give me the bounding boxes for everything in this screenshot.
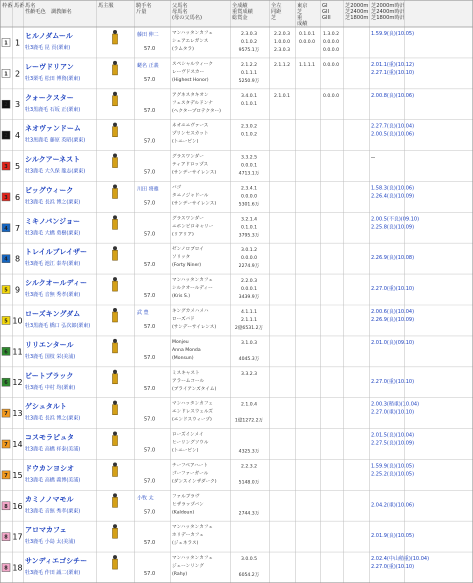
waku-number: 1: [4, 40, 8, 47]
jockey-cap-icon: [113, 215, 117, 219]
jockey-silk-icon: [113, 343, 118, 353]
sire-name: マンハッタンカフェ: [172, 31, 213, 36]
total-prize: 4045.3万: [238, 356, 260, 362]
dam-name: Anna Monda: [172, 347, 201, 353]
jockey-cap-icon: [113, 401, 117, 405]
header-grade: GIII: [322, 15, 331, 21]
waku-number: 5: [4, 318, 8, 325]
jockey-link[interactable]: 川田 将雅: [137, 186, 159, 193]
jockey-weight: 57.0: [144, 324, 156, 330]
sire-name: マンハッタンカフェ: [172, 401, 213, 407]
horse-number: 17: [12, 532, 23, 542]
horse-number: 13: [12, 409, 23, 419]
header-same-dist: 全左: [271, 3, 282, 9]
header-silk: 馬主服: [98, 3, 114, 9]
waku-number: 7: [4, 472, 8, 479]
waku-number: 1: [4, 71, 8, 78]
horse-name-link[interactable]: クォークスター: [25, 93, 74, 102]
time-2400-link[interactable]: 2.27.0(重)(10.10): [371, 564, 415, 571]
jockey-silk-icon: [113, 34, 118, 44]
record-heavy: 0.0.0.0: [298, 40, 316, 45]
damsire-name: (ジェネラス): [172, 541, 199, 547]
header-times: 芝2400m時計: [371, 9, 405, 15]
header-grade: GI: [322, 3, 328, 9]
jockey-link[interactable]: 武 豊: [137, 310, 149, 316]
header-jockey: 斤量: [136, 9, 147, 15]
waku-number: 2: [4, 102, 8, 109]
waku-number: 8: [4, 534, 8, 541]
horse-number: 2: [14, 69, 21, 79]
jockey-cap-icon: [113, 370, 117, 374]
damsire-name: (トニービン): [172, 448, 199, 454]
time-2000-link[interactable]: 2.02.4(中山稍重)(10.04): [371, 556, 430, 563]
record-g2: 0.0.0.0: [322, 40, 340, 45]
horse-number: 6: [14, 192, 21, 202]
jockey-silk-icon: [113, 374, 118, 384]
jockey-weight: 57.0: [144, 262, 156, 269]
time-2400-link[interactable]: 2.26.4(良)(10.09): [371, 193, 415, 200]
jockey-silk-icon: [113, 405, 118, 415]
jockey-silk-icon: [113, 158, 118, 168]
horse-number: 3: [14, 100, 21, 110]
record-overall: 3.1.0.3: [240, 340, 258, 346]
total-prize: 6054.2万: [238, 573, 260, 579]
jockey-cap-icon: [113, 154, 117, 158]
record-turf: 2.3.0.3: [273, 48, 291, 53]
time-2400-link[interactable]: 2.04.2(重)(10.06): [371, 502, 415, 509]
time-2400-link[interactable]: 2.25.2(良)(10.05): [371, 471, 415, 478]
jockey-silk-icon: [113, 497, 118, 507]
record-overall: 3.3.2.5: [240, 155, 258, 161]
sire-name: グラスワンダー: [172, 154, 204, 160]
trainer-link[interactable]: 牡3鹿毛 小島 太(美浦): [25, 539, 76, 546]
jockey-cap-icon: [113, 30, 117, 34]
time-2400-link[interactable]: 2.25.8(良)(10.09): [371, 224, 415, 231]
record-graded: 0.0.0.1: [240, 287, 258, 293]
record-overall: 4.1.1.1: [240, 310, 258, 315]
header-best: 芝2000m: [345, 3, 369, 9]
horse-name-link[interactable]: ネオヴァンドーム: [25, 124, 81, 133]
record-left: 2.1.0.1: [273, 93, 291, 99]
waku-number: 4: [4, 225, 8, 232]
record-overall: 2.3.4.1: [240, 186, 258, 192]
trainer-link[interactable]: 牡3栗毛 松田 博資(栗東): [25, 75, 81, 82]
jockey-link[interactable]: 小牧 太: [137, 495, 154, 502]
time-2400-link[interactable]: 2.27.0(重)(10.10): [371, 378, 415, 385]
dam-name: ニホンピロキャリー: [172, 224, 214, 230]
trainer-link[interactable]: 牡3鹿毛 長浜 博之(栗東): [25, 415, 81, 422]
damsire-name: (ラムタラ): [172, 47, 194, 52]
jockey-silk-icon: [113, 250, 118, 260]
dam-name: ゴーファーガール: [172, 471, 209, 477]
jockey-weight: 57.0: [144, 200, 156, 207]
jockey-cap-icon: [113, 246, 117, 250]
dam-name: アラームコール: [172, 378, 205, 384]
record-graded: 0.1.0.1: [240, 101, 258, 107]
total-prize: 3795.3万: [238, 233, 260, 239]
total-prize: 4713.1万: [238, 171, 260, 177]
horse-number: 4: [14, 131, 21, 141]
jockey-weight: 57.0: [144, 385, 156, 392]
header-times: 芝2000m時計: [371, 3, 405, 9]
record-overall: 3.2.1.4: [240, 217, 258, 223]
jockey-link[interactable]: 藤田 伸二: [137, 32, 159, 38]
time-2000-link[interactable]: 2.00.3(稍重)(10.04): [371, 401, 420, 408]
record-overall: 2.3.0.3: [240, 32, 258, 37]
header-course: 重: [297, 15, 303, 21]
total-prize: 2274.9万: [238, 264, 260, 270]
horse-number: 14: [12, 440, 23, 449]
sire-name: チーフベアハート: [172, 463, 208, 469]
horse-number: 9: [14, 285, 21, 295]
jockey-weight: 57.0: [144, 46, 156, 52]
header-same-dist: 同距: [271, 9, 282, 15]
horse-name-link[interactable]: シルクアーネスト: [25, 155, 81, 164]
jockey-silk-icon: [113, 127, 118, 137]
time-2000-link[interactable]: 1.59.9(良)(10.05): [371, 31, 415, 37]
record-g3: 0.0.0.0: [322, 48, 340, 53]
record-graded: 0.0.0.1: [240, 163, 258, 169]
time-2000-link[interactable]: 1.59.9(良)(10.05): [371, 463, 415, 470]
jockey-silk-icon: [113, 219, 118, 229]
record-g1: 1.3.0.2: [322, 32, 340, 37]
horse-name-link[interactable]: トレイルブレイザー: [25, 248, 88, 257]
header-jockey: 騎手名: [136, 3, 152, 9]
header-waku: 枠番: [2, 3, 13, 9]
record-graded: 0.1.1.1: [240, 70, 258, 76]
dam-name: ソリッタ: [172, 255, 191, 261]
horse-name-link[interactable]: ミキノバンジョー: [25, 217, 80, 226]
jockey-weight: 57.0: [144, 231, 156, 238]
dam-name: ティアドロップス: [172, 162, 209, 168]
horse-name-link[interactable]: コスモラピュタ: [25, 433, 74, 442]
horse-name-link[interactable]: アロマカフェ: [25, 526, 67, 535]
header-pedigree: 父馬名: [172, 3, 188, 9]
damsire-name: (エンドスウィープ): [172, 417, 212, 423]
record-overall: 3.4.0.1: [240, 93, 258, 99]
damsire-name: (ダンスインザダーク): [172, 479, 217, 485]
record-graded: 2.1.1.1: [240, 318, 258, 323]
total-prize: 5250.9万: [238, 78, 260, 84]
time-2400-link[interactable]: 2.00.5(良)(10.06): [371, 131, 415, 138]
damsire-name: (Kris S.): [172, 294, 190, 300]
dam-name: シェアエレガンス: [172, 39, 209, 44]
horse-name-link[interactable]: サンディエゴシチー: [25, 557, 88, 566]
dam-name: ヒーリングソウル: [172, 440, 209, 446]
trainer-link[interactable]: 牡3黒鹿毛 橋口 弘次郎(栗東): [25, 323, 91, 329]
record-graded: 0.0.0.0: [240, 194, 258, 200]
jockey-weight: 57.0: [144, 540, 156, 547]
jockey-weight: 57.0: [144, 571, 156, 578]
jockey-cap-icon: [113, 92, 117, 96]
horse-name-link[interactable]: ビッグウィーク: [25, 186, 74, 195]
sire-name: アグネスタキオン: [172, 92, 209, 98]
total-prize: 2億6531.2万: [234, 326, 264, 331]
damsire-name: (Monsun): [172, 355, 194, 361]
trainer-link[interactable]: 牡3鹿毛 長浜 博之(栗東): [25, 199, 81, 206]
header-grade: GII: [322, 9, 330, 15]
sire-name: Monjeu: [172, 339, 189, 345]
horse-name-link[interactable]: ビートブラック: [25, 371, 74, 380]
horse-number: 7: [14, 223, 21, 233]
jockey-silk-icon: [113, 65, 118, 75]
sire-name: マンハッタンカフェ: [172, 556, 213, 562]
trainer-link[interactable]: 牡3鹿毛 作田 誠二(栗東): [25, 570, 81, 577]
jockey-weight: 57.0: [144, 76, 156, 83]
record-graded: 0.1.0.1: [240, 225, 258, 231]
waku-number: 8: [4, 565, 8, 572]
waku-number: 7: [4, 442, 8, 448]
time-2000-link[interactable]: 2.01.5(良)(10.04): [371, 432, 415, 439]
header-best: 芝2400m: [345, 9, 369, 15]
horse-name-link[interactable]: ローズキングダム: [25, 310, 81, 318]
trainer-link[interactable]: 牡3鹿毛 国枝 栄(美浦): [25, 353, 76, 360]
horse-number: 5: [14, 162, 21, 171]
trainer-link[interactable]: 牡3鹿毛 高橋 義博(美浦): [25, 477, 81, 484]
jockey-weight: 57.0: [144, 416, 156, 423]
header-horse: 馬名: [25, 3, 36, 9]
total-prize: 2744.3万: [238, 511, 260, 517]
damsire-name: (トニービン): [172, 139, 199, 145]
waku-number: 8: [4, 503, 8, 510]
damsire-name: (Highest Honor): [172, 77, 209, 83]
dam-name: ホリデーカフェ: [172, 533, 204, 539]
header-pedigree: 母馬名: [172, 9, 188, 15]
time-2000-link[interactable]: 2.27.7(良)(10.04): [371, 123, 415, 130]
waku-number: 5: [4, 287, 8, 294]
trainer-link[interactable]: 牡3鹿毛 昆 貢(栗東): [25, 45, 71, 51]
horse-number: 1: [14, 38, 21, 48]
damsire-name: (Rahy): [172, 572, 188, 578]
jockey-silk-icon: [113, 96, 118, 106]
total-prize: 3439.9万: [238, 295, 260, 301]
jockey-silk-icon: [113, 188, 118, 198]
total-prize: 5301.6万: [238, 202, 260, 208]
record-overall: 2.2.0.3: [240, 279, 258, 285]
jockey-weight: 57.0: [144, 509, 156, 516]
trainer-link[interactable]: 牡3鹿毛 大橋 勇樹(栗東): [25, 230, 81, 237]
jockey-cap-icon: [113, 339, 117, 343]
horse-number: 16: [12, 501, 23, 511]
horse-name-link[interactable]: ヒルノダムール: [25, 32, 73, 40]
waku-number: 4: [4, 256, 8, 263]
jockey-cap-icon: [113, 61, 117, 65]
dam-name: シルクオールディー: [172, 286, 213, 292]
jockey-cap-icon: [113, 432, 117, 436]
waku-number: 2: [4, 133, 8, 140]
jockey-silk-icon: [113, 528, 118, 538]
horse-number: 15: [12, 470, 23, 480]
record-overall: 2.3.0.2: [240, 124, 258, 130]
total-prize: 1億1272.2万: [234, 418, 264, 424]
total-prize: 4325.3万: [238, 449, 260, 455]
header-horse: 性齢毛色 調教師名: [25, 9, 72, 15]
time-2400-link[interactable]: 2.26.9(良)(10.09): [371, 317, 415, 323]
time-2400-link[interactable]: 2.27.0(重)(10.10): [371, 409, 415, 416]
header-same-dist: 芝: [271, 15, 277, 21]
time-2400-link[interactable]: 2.01.9(良)(10.05): [371, 533, 415, 540]
horse-number: 8: [14, 254, 21, 264]
horse-name-link[interactable]: リリエンタール: [25, 340, 74, 349]
time-2400-link[interactable]: 2.27.1(重)(10.10): [371, 69, 415, 76]
horse-name-link[interactable]: ドウカンヨシオ: [25, 464, 74, 473]
horse-name-link[interactable]: カミノノマモル: [25, 495, 74, 504]
record-graded: 0.1.0.2: [240, 132, 258, 138]
damsire-name: (ブライアンズタイム): [172, 386, 217, 392]
horse-number: 10: [12, 316, 23, 326]
record-graded: 0.0.0.0: [240, 256, 258, 262]
record-g1: 0.0.0.0: [322, 62, 340, 68]
waku-number: 3: [4, 194, 8, 201]
trainer-link[interactable]: 牡3黒鹿毛 石坂 正(栗東): [25, 106, 81, 113]
dam-name: フェスタデルドンナ: [172, 100, 213, 106]
trainer-link[interactable]: 牡3鹿毛 音無 秀孝(栗東): [25, 292, 81, 299]
total-prize: 5148.0万: [238, 480, 260, 486]
jockey-link[interactable]: 蛯名 正義: [137, 62, 159, 69]
jockey-weight: 57.0: [144, 138, 156, 145]
record-overall: 3.0.0.5: [240, 557, 258, 563]
jockey-cap-icon: [113, 308, 117, 312]
total-prize: 9575.1万: [238, 48, 260, 53]
jockey-cap-icon: [113, 123, 117, 127]
horse-name-link[interactable]: ゲシュタルト: [25, 402, 67, 411]
damsire-name: (サンデーサイレンス): [172, 325, 217, 330]
jockey-weight: 57.0: [144, 293, 156, 300]
record-overall: 2.1.2.2: [240, 62, 258, 68]
record-tokyo: 0.1.0.1: [298, 32, 316, 37]
header-pedigree: (母の父馬名): [172, 15, 202, 21]
trainer-link[interactable]: 牡3鹿毛 高橋 祥泰(美浦): [25, 446, 81, 453]
time-2400-link[interactable]: 2.27.0(重)(10.10): [371, 286, 415, 293]
time-2400-link[interactable]: 2.27.5(良)(10.09): [371, 440, 415, 447]
waku-number: 7: [4, 411, 8, 418]
trainer-link[interactable]: 牡3鹿毛 池江 泰寿(栗東): [25, 261, 81, 268]
damsire-name: (サンデーサイレンス): [172, 170, 217, 176]
jockey-cap-icon: [113, 524, 117, 528]
time-2000-link[interactable]: 2.00.8(良)(10.06): [371, 92, 415, 99]
jockey-silk-icon: [113, 466, 118, 476]
horse-number: 11: [12, 347, 23, 357]
damsire-name: (Kaldoun): [172, 510, 195, 516]
sire-name: マンハッタンカフェ: [172, 525, 213, 531]
time-2000-link[interactable]: 2.01.0(良)(09.10): [371, 339, 415, 346]
dam-name: エンドレスウェルズ: [172, 409, 213, 415]
damsire-name: (ヘクタープロテクター): [172, 108, 221, 114]
sire-name: スペシャルウィーク: [172, 61, 213, 67]
time-2000-link[interactable]: 2.00.6(良)(10.04): [371, 309, 415, 315]
time-2000-link[interactable]: 1.58.3(良)(10.06): [371, 185, 415, 192]
horse-number: 18: [12, 563, 23, 573]
dam-name: プリンセスカット: [172, 131, 209, 137]
header-course: 成績: [297, 21, 308, 27]
jockey-cap-icon: [113, 277, 117, 281]
horse-name-link[interactable]: レーヴドリアン: [25, 62, 74, 71]
jockey-weight: 57.0: [144, 169, 156, 176]
damsire-name: (サンデーサイレンス): [172, 201, 217, 207]
header-umaban: 馬番: [14, 3, 25, 9]
sire-name: ファルブラヴ: [172, 494, 200, 500]
dam-name: ヒザラップバン: [172, 502, 204, 508]
waku-number: 3: [4, 164, 8, 170]
sire-name: グラスワンダー: [172, 216, 204, 222]
header-course: 東京: [297, 3, 308, 9]
dam-name: レーヴドスカー: [172, 69, 205, 75]
time-2000-link[interactable]: 2.01.1(重)(10.12): [371, 61, 415, 68]
jockey-silk-icon: [113, 281, 118, 291]
sire-name: ゼンノロブロイ: [172, 247, 204, 253]
record-overall: 2.1.0.4: [240, 402, 258, 408]
jockey-cap-icon: [113, 493, 117, 497]
record-overall: 3.3.2.3: [240, 371, 258, 377]
damsire-name: (Forty Niner): [172, 263, 202, 269]
trainer-link[interactable]: 牡3鹿毛 大久保 龍志(栗東): [25, 168, 86, 175]
record-g1: 0.0.0.0: [322, 93, 340, 99]
header-record: 重賞成績: [232, 9, 253, 15]
jockey-cap-icon: [113, 555, 117, 559]
header-times: 芝1800m時計: [371, 15, 405, 21]
horse-name-link[interactable]: シルクオールディー: [25, 279, 87, 288]
jockey-weight: 57.0: [144, 447, 156, 454]
sire-name: ミスキャスト: [172, 370, 200, 376]
trainer-link[interactable]: 牡3黒鹿毛 藤原 英昭(栗東): [25, 137, 86, 144]
trainer-link[interactable]: 牡3鹿毛 中村 均(栗東): [25, 384, 76, 391]
header-best: 芝1800m: [345, 15, 369, 21]
dam-name: ローズバド: [172, 317, 195, 322]
time-2400-link[interactable]: 2.26.9(良)(10.08): [371, 255, 415, 262]
record-overall: 3.0.1.2: [240, 248, 258, 254]
sire-name: ネオユニヴァース: [172, 123, 209, 129]
header-record: 総賞金: [232, 15, 248, 21]
sire-name: マンハッタンカフェ: [172, 278, 213, 284]
jockey-silk-icon: [113, 436, 118, 446]
jockey-cap-icon: [113, 462, 117, 466]
time-2000-link[interactable]: 2.00.5(不良)(09.10): [371, 216, 420, 223]
dam-name: ジェーンリング: [172, 564, 204, 570]
record-left: 2.1.1.2: [273, 62, 291, 68]
record-tokyo: 1.1.1.1: [298, 62, 316, 68]
dam-name: タニノジャドール: [172, 193, 209, 199]
sire-name: キングカメハメハ: [172, 309, 209, 314]
record-distance: 1.0.0.0: [273, 40, 291, 45]
header-record: 全成績: [232, 3, 248, 9]
jockey-weight: 57.0: [144, 354, 156, 361]
horse-number: 12: [12, 378, 23, 388]
waku-number: 6: [4, 380, 8, 387]
damsire-name: (リアリア): [172, 232, 194, 238]
record-left: 2.2.0.3: [273, 32, 291, 37]
jockey-silk-icon: [113, 559, 118, 569]
trainer-link[interactable]: 牡3鹿毛 音無 秀孝(栗東): [25, 508, 81, 515]
jockey-weight: 57.0: [144, 478, 156, 485]
header-course: 芝: [297, 9, 303, 15]
sire-name: バゴ: [172, 185, 182, 191]
sire-name: ローズインメイ: [172, 432, 204, 438]
jockey-silk-icon: [113, 312, 118, 322]
waku-number: 6: [4, 349, 8, 356]
jockey-weight: 57.0: [144, 107, 156, 114]
jockey-cap-icon: [113, 184, 117, 188]
record-overall: 2.2.3.2: [240, 464, 258, 470]
record-graded: 0.1.0.2: [240, 40, 258, 45]
